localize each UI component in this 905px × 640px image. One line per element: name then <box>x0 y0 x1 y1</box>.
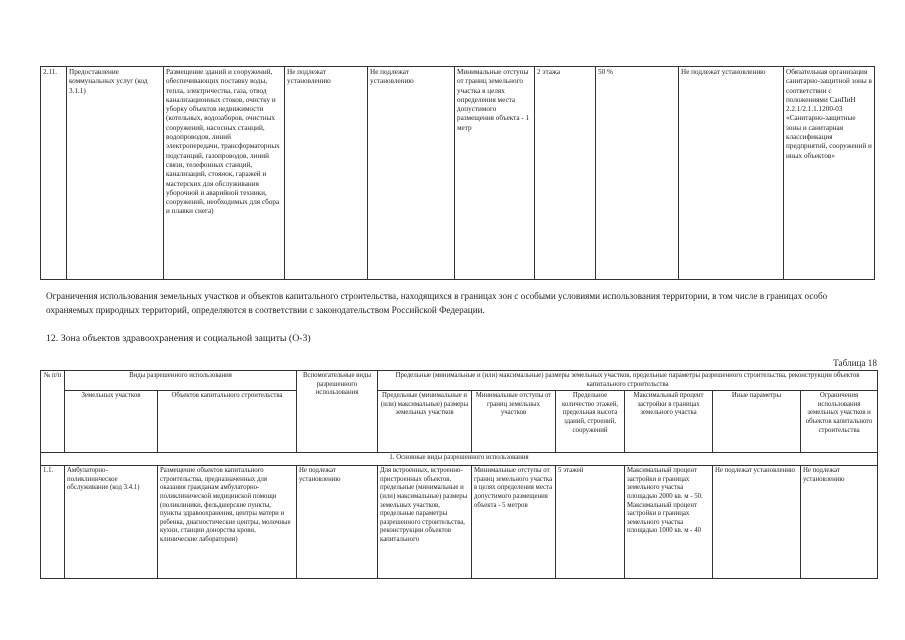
setback-cell: Минимальные отступы от границ земельного участка в целях определения места допустимого размещения объекта - 5 метров <box>472 466 556 579</box>
table-caption: Таблица 18 <box>833 358 877 368</box>
header-land-plots: Земельных участков <box>65 391 158 453</box>
header-floors: Предельное количество этажей, предельная высота зданий, строений, сооружений <box>556 391 625 453</box>
coverage-cell: 50 % <box>596 67 679 280</box>
other-params-cell: Не подлежат установлению <box>713 466 801 579</box>
aux-use-cell: Не подлежат установлению <box>285 67 368 280</box>
table-row <box>41 67 875 280</box>
capital-objects-description: Размещение зданий и сооружений, обеспечивающих поставку воды, тепла, электричества, газа, отвод канализационных стоков, очистку и уборку объектов недвижимости (котельных, водозаборов, очистных сооружений, насосных станций, водопроводов, линий электропередачи, трансформаторных подстанций, газопроводов, линий связи, телефонных станций, канализаций, стоянок, гаражей и мастерских для обслуживания уборочной и аварийной техники, сооружений, необходимых для сбора и плавки снега) <box>164 67 285 280</box>
section-title: 1. Основные виды разрешенного использования <box>41 453 878 466</box>
coverage-cell: Максимальный процент застройки в границах земельного участка площадью 2000 кв. м - 50. Максимальный процент застройки в границах земельного участка площадью 1000 кв. м - 40 <box>625 466 713 579</box>
header-num: № п/п <box>41 371 65 453</box>
zone-params-table-top <box>40 66 875 280</box>
table-row <box>41 466 878 579</box>
header-restrictions: Ограничения использования земельных участков и объектов капитального строительства <box>801 391 878 453</box>
table-18 <box>40 370 878 579</box>
setback-cell: Минимальные отступы от границ земельного участка в целях определения места допустимого размещения объекта - 1 метр <box>455 67 535 280</box>
header-use-types: Виды разрешенного использования <box>65 371 297 391</box>
row-number: 2.11. <box>41 67 67 280</box>
section-row <box>41 453 878 466</box>
capital-objects-description: Размещение объектов капитального строительства, предназначенных для оказания гражданам амбулаторно-поликлинической медицинской помощи (поликлиники, фельдшерские пункты, пункты здравоохранения, центры матери и ребенка, диагностические центры, молочные кухни, станции донорства крови, клинические лаборатории) <box>158 466 297 579</box>
use-type-name: Предоставление коммунальных услуг (код 3.1.1) <box>67 67 164 280</box>
header-other: Иные параметры <box>713 391 801 453</box>
header-limits: Предельные (минимальные и (или) максимальные) размеры земельных участков, предельные параметры разрешенного строительства, реконструкции объектов капитального строительства <box>378 371 878 391</box>
header-row-2 <box>41 391 878 453</box>
aux-use-cell: Не подлежат установлению <box>297 466 378 579</box>
row-number: 1.1. <box>41 466 65 579</box>
plot-size-cell: Для встроенных, встроенно-пристроенных объектов, предельные (минимальные и (или) максимальные) размеры земельных участков, предельные параметры разрешенного строительства, реконструкции объектов капитального <box>378 466 472 579</box>
floors-cell: 5 этажей <box>556 466 625 579</box>
header-setbacks: Минимальные отступы от границ земельных участков <box>472 391 556 453</box>
restrictions-cell: Не подлежат установлению <box>801 466 878 579</box>
header-sizes: Предельные (минимальные и (или) максимальные) размеры земельных участков <box>378 391 472 453</box>
restrictions-cell: Обязательная организация санитарно-защитной зоны в соответствии с положениями СанПиН 2.2.1/2.1.1.1200-03 «Санитарно-защитные зоны и санитарная классификация предприятий, сооружений и иных объектов» <box>784 67 875 280</box>
restrictions-paragraph: Ограничения использования земельных участков и объектов капитального строительства, находящихся в границах зон с особыми условиями использования территории, в том числе в границах особо охраняемых природных территорий, определяются в соответствии с законодательством Российской Федерации. <box>46 291 828 315</box>
header-max-coverage: Максимальный процент застройки в границах земельного участка <box>625 391 713 453</box>
floors-cell: 2 этажа <box>535 67 596 280</box>
section-heading: 12. Зона объектов здравоохранения и социальной защиты (О-3) <box>46 333 311 344</box>
use-type-name: Амбулаторно-поликлиническое обслуживание (код 3.4.1) <box>65 466 158 579</box>
plot-size-cell: Не подлежат установлению <box>368 67 455 280</box>
header-row-1 <box>41 371 878 391</box>
header-cap-objects: Объектов капитального строительства <box>158 391 297 453</box>
header-aux-types: Вспомогательные виды разрешенного использования <box>297 371 378 453</box>
other-params-cell: Не подлежат установлению <box>679 67 784 280</box>
